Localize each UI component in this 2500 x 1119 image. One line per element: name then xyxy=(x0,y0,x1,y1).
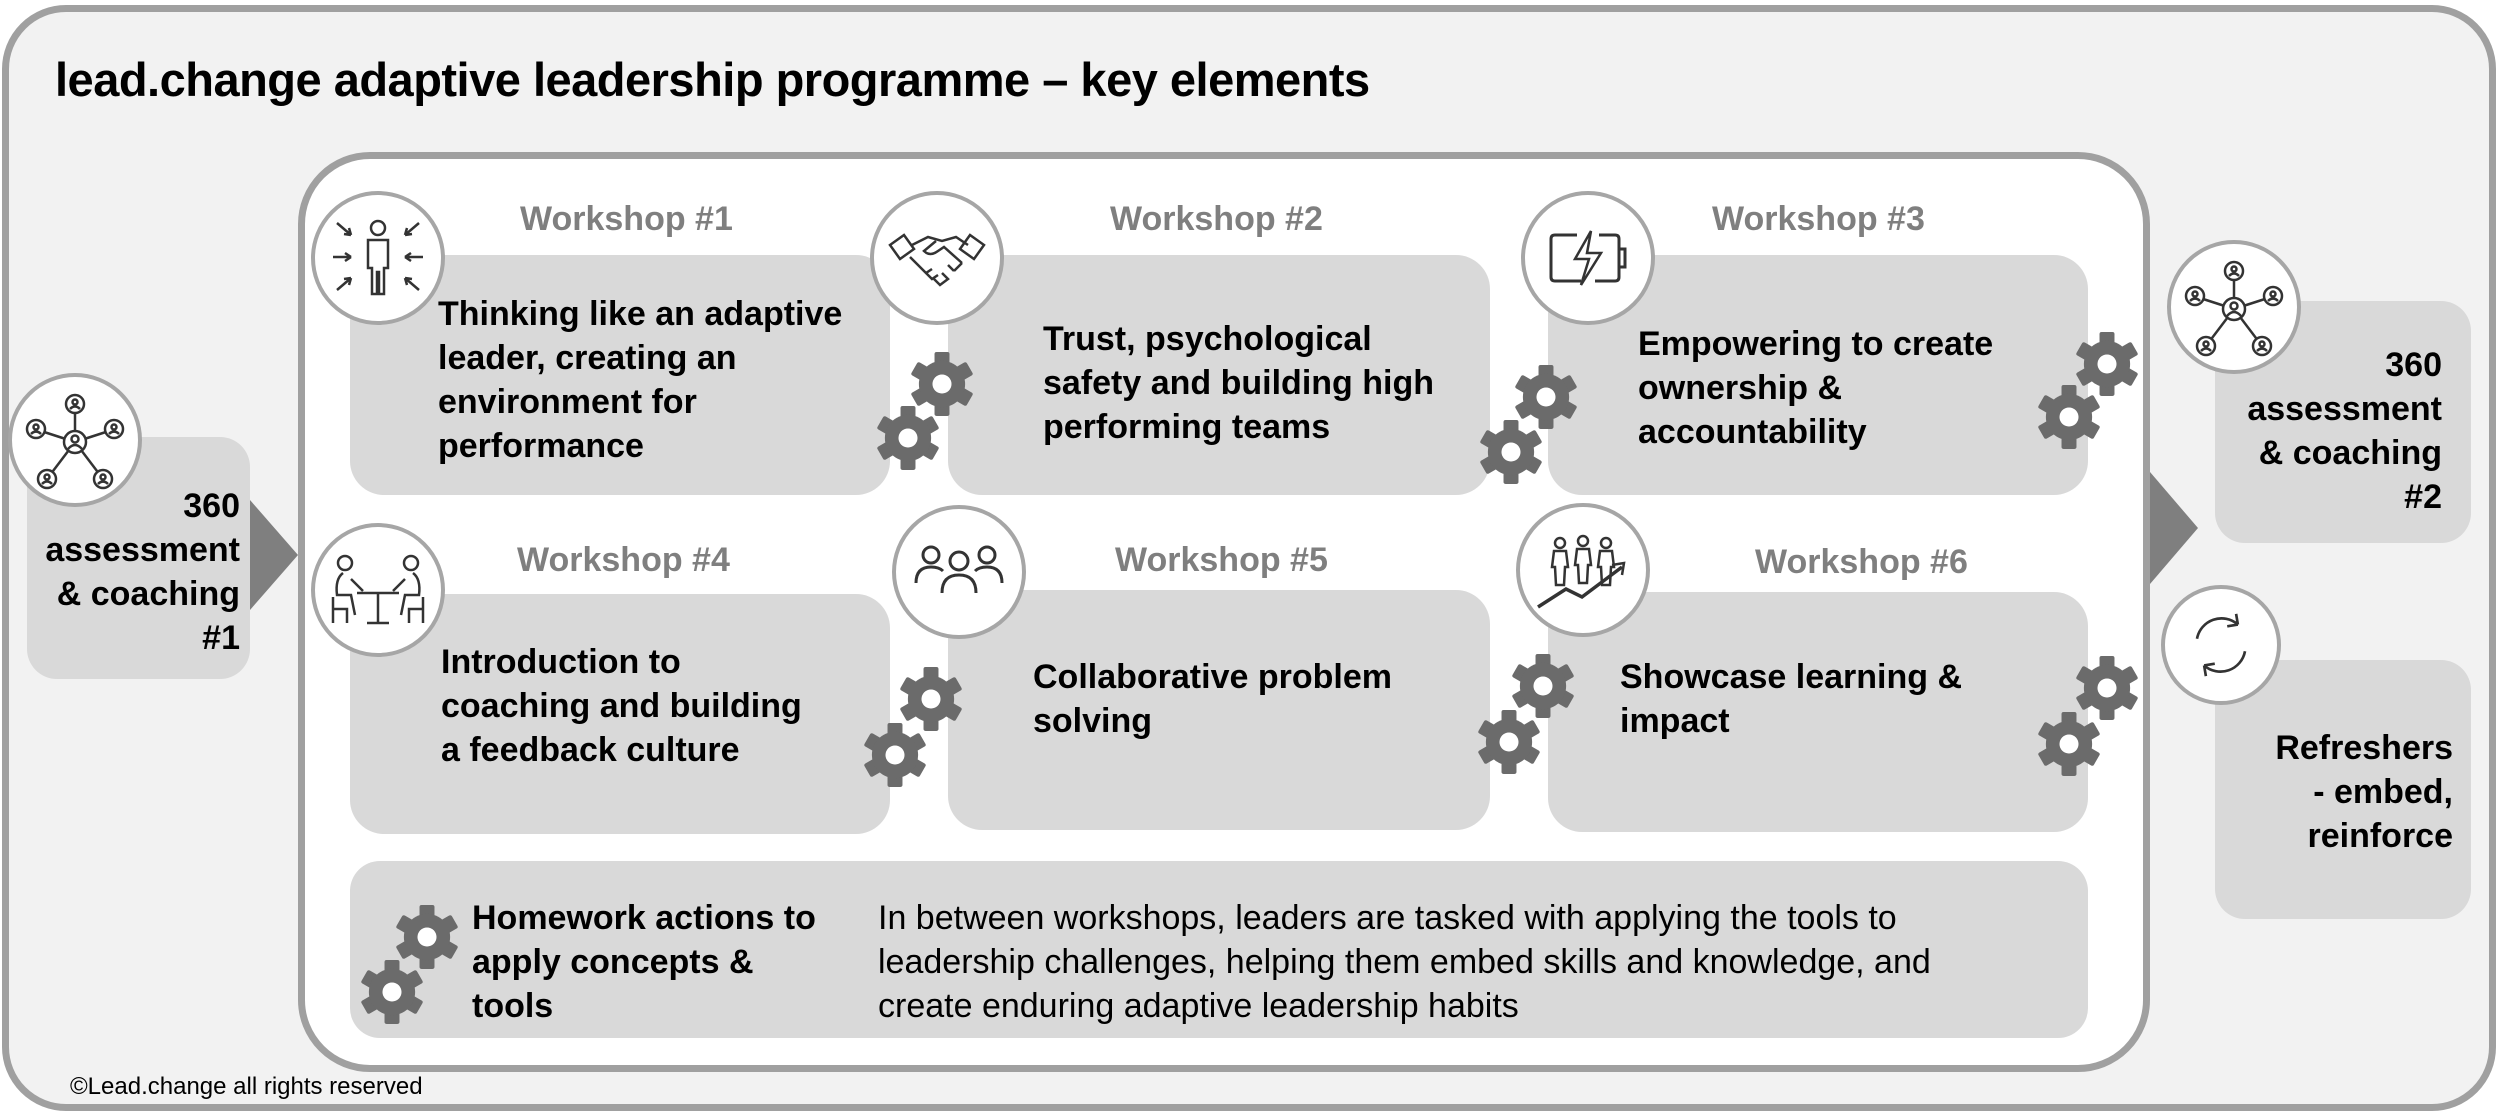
gear-icon xyxy=(874,404,942,472)
workshop-2-text: Trust, psychological safety and building high performing teams xyxy=(1043,320,1434,446)
battery-charging-icon xyxy=(1521,191,1655,325)
workshop-4-text: Introduction to coaching and building a feedback culture xyxy=(441,643,802,769)
refreshers-text: Refreshers - embed, reinforce xyxy=(2275,729,2453,855)
gear-icon xyxy=(358,958,426,1026)
copyright-notice: ©Lead.change all rights reserved xyxy=(70,1073,423,1100)
workshop-4-title: Workshop #4 xyxy=(517,541,730,579)
growth-team-icon xyxy=(1516,503,1650,637)
gear-icon xyxy=(2035,710,2103,778)
gear-icon xyxy=(861,721,929,789)
arrow-right-icon xyxy=(250,500,300,610)
workshop-3-text: Empowering to create ownership & accountability xyxy=(1638,325,1994,451)
workshop-5-title: Workshop #5 xyxy=(1115,541,1328,579)
network-people-icon xyxy=(2167,240,2301,374)
handshake-icon xyxy=(870,191,1004,325)
workshop-3-title: Workshop #3 xyxy=(1712,200,1925,238)
assessment-2-text: 360 assessment & coaching #2 xyxy=(2247,346,2442,516)
workshop-6-text: Showcase learning & impact xyxy=(1620,658,1962,740)
gear-icon xyxy=(2035,383,2103,451)
refresh-cycle-icon xyxy=(2161,585,2281,705)
assessment-1-text: 360 assessment & coaching #1 xyxy=(45,487,240,657)
group-icon xyxy=(892,505,1026,639)
workshop-1-title: Workshop #1 xyxy=(520,200,733,238)
gear-icon xyxy=(1477,418,1545,486)
homework-description: In between workshops, leaders are tasked with applying the tools to leadership challenges, helping them embed skills and knowledge, and create enduring adaptive leadership habits xyxy=(878,899,1931,1025)
coaching-table-icon xyxy=(311,523,445,657)
workshop-1-text: Thinking like an adaptive leader, creating an environment for performance xyxy=(438,295,843,465)
page-title: lead.change adaptive leadership programme – key elements xyxy=(55,53,1370,106)
network-people-icon xyxy=(8,373,142,507)
workshop-2-title: Workshop #2 xyxy=(1110,200,1323,238)
arrow-right-icon xyxy=(2150,472,2200,584)
homework-heading: Homework actions to apply concepts & tools xyxy=(472,899,816,1025)
workshop-6-title: Workshop #6 xyxy=(1755,543,1968,581)
person-arrows-icon xyxy=(311,191,445,325)
workshop-5-text: Collaborative problem solving xyxy=(1033,658,1392,740)
gear-icon xyxy=(1475,708,1543,776)
